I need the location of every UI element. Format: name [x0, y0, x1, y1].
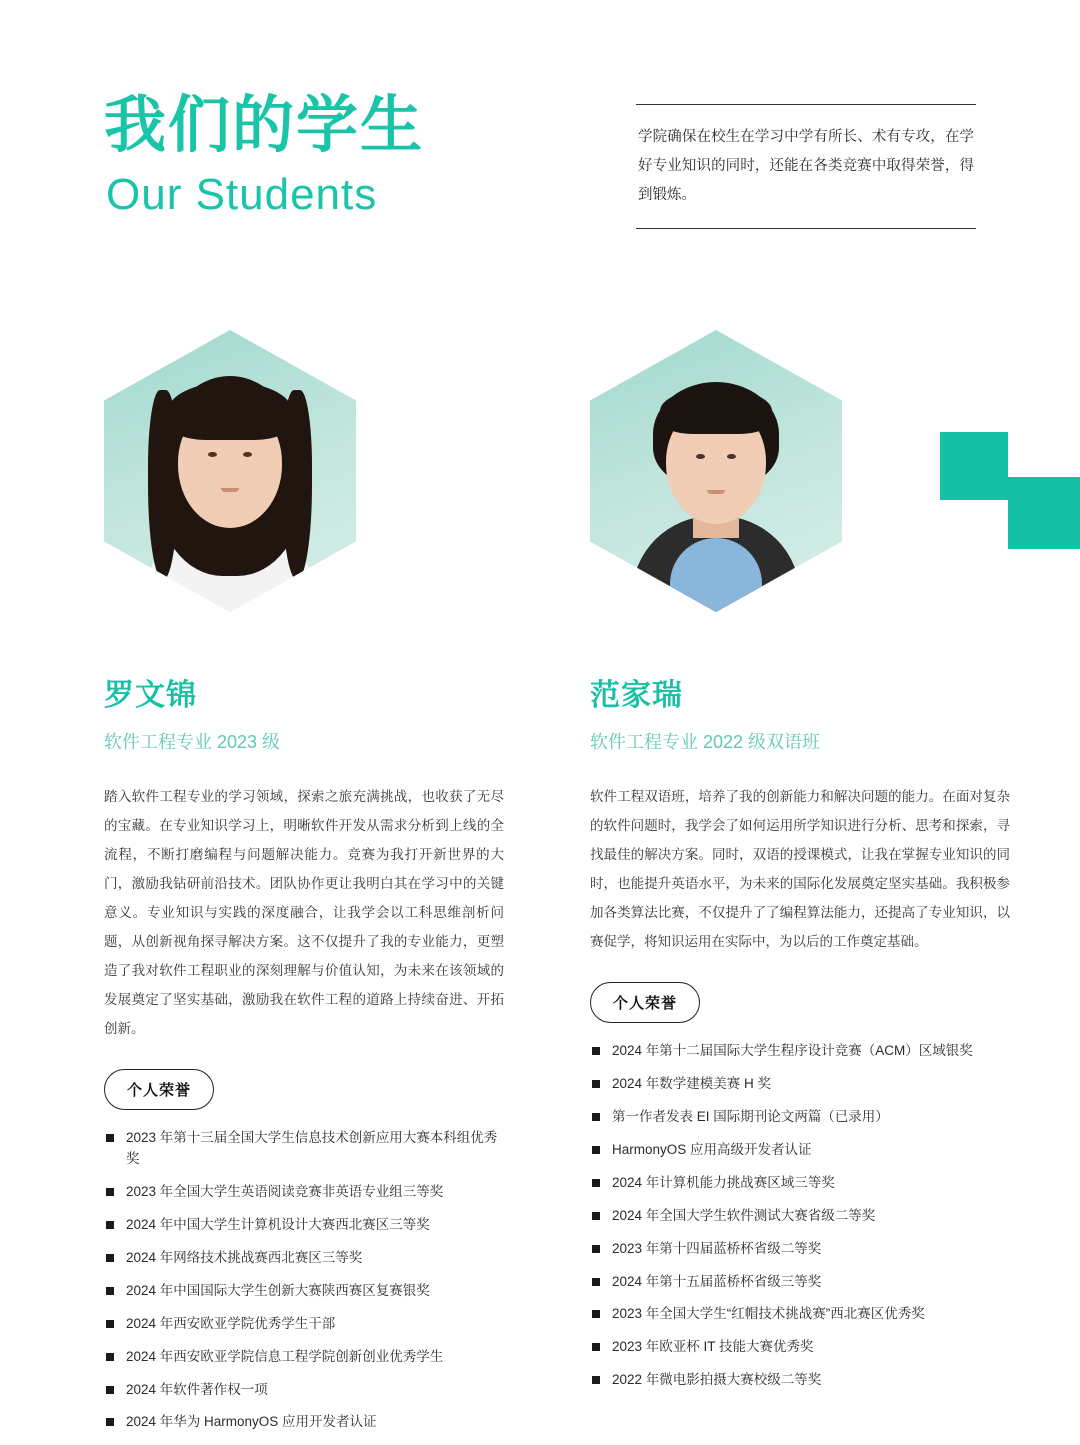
honor-text: HarmonyOS 应用高级开发者认证 [612, 1141, 812, 1157]
honor-text: 2024 年西安欧亚学院优秀学生干部 [126, 1315, 336, 1331]
list-item [590, 1140, 1020, 1161]
honor-label-1: 个人荣誉 [104, 1069, 214, 1110]
page-header [104, 92, 976, 229]
list-item [590, 1304, 1020, 1325]
title-block [104, 92, 544, 223]
honor-text: 2024 年西安欧亚学院信息工程学院创新创业优秀学生 [126, 1348, 444, 1364]
honor-text: 2023 年全国大学生英语阅读竞赛非英语专业组三等奖 [126, 1183, 444, 1199]
honor-list-1 [104, 1128, 504, 1433]
student-card-1 [104, 330, 504, 1445]
page-title-english: Our Students [106, 170, 378, 220]
bullet-icon [106, 1134, 114, 1142]
honor-text: 2024 年第十五届蓝桥杯省级三等奖 [612, 1273, 822, 1289]
list-item [104, 1281, 504, 1302]
honor-label-2: 个人荣誉 [590, 982, 700, 1023]
student-name-1: 罗文锦 [104, 679, 197, 712]
bullet-icon [106, 1386, 114, 1394]
intro-block [636, 104, 976, 229]
bullet-icon [592, 1113, 600, 1121]
honor-text: 2023 年第十三届全国大学生信息技术创新应用大赛本科组优秀奖 [126, 1130, 498, 1167]
bullet-icon [592, 1212, 600, 1220]
bullet-icon [592, 1310, 600, 1318]
students-columns [104, 330, 1010, 1445]
honor-text: 第一作者发表 EI 国际期刊论文两篇（已录用） [612, 1108, 889, 1124]
list-item [104, 1128, 504, 1170]
list-item [590, 1041, 1020, 1062]
bullet-icon [592, 1146, 600, 1154]
bullet-icon [592, 1343, 600, 1351]
decorative-square-lower [1008, 477, 1080, 549]
list-item [104, 1182, 504, 1203]
intro-text: 学院确保在校生在学习中学有所长、术有专攻，在学好专业知识的同时，还能在各类竞赛中取得荣誉，得到锻炼。 [638, 129, 974, 203]
bullet-icon [592, 1179, 600, 1187]
list-item [590, 1272, 1020, 1293]
bullet-icon [592, 1245, 600, 1253]
list-item [590, 1074, 1020, 1095]
bullet-icon [106, 1418, 114, 1426]
bullet-icon [106, 1254, 114, 1262]
honor-text: 2024 年软件著作权一项 [126, 1381, 268, 1397]
list-item [590, 1173, 1020, 1194]
portrait-illustration [104, 330, 356, 612]
student-photo-1 [104, 330, 356, 612]
hexagon-frame-icon [104, 330, 356, 612]
bullet-icon [592, 1278, 600, 1286]
hexagon-frame-icon [590, 330, 842, 612]
honor-text: 2024 年全国大学生软件测试大赛省级二等奖 [612, 1207, 876, 1223]
list-item [590, 1370, 1020, 1391]
list-item [104, 1248, 504, 1269]
honor-text: 2023 年欧亚杯 IT 技能大赛优秀奖 [612, 1339, 814, 1355]
bullet-icon [592, 1047, 600, 1055]
list-item [590, 1206, 1020, 1227]
student-major-2: 软件工程专业 2022 级双语班 [590, 732, 821, 752]
student-major-1: 软件工程专业 2023 级 [104, 732, 281, 752]
bullet-icon [592, 1080, 600, 1088]
honor-list-2 [590, 1041, 973, 1391]
student-photo-2 [590, 330, 842, 612]
student-description-1: 踏入软件工程专业的学习领域，探索之旅充满挑战，也收获了无尽的宝藏。在专业知识学习上，明晰软件开发从需求分析到上线的全流程，不断打磨编程与问题解决能力。竞赛为我打开新世界的大门，激励我钻研前沿技术。团队协作更让我明白其在学习中的关键意义。专业知识与实践的深度融合，让我学会以工科思维剖析问题，从创新视角探寻解决方案。这不仅提升了我的专业能力，更塑造了我对软件工程职业的深刻理解与价值认知，为未来在该领域的发展奠定了坚实基础，激励我在软件工程的道路上持续奋进、开拓创新。 [104, 789, 504, 1037]
honor-text: 2024 年数学建模美赛 H 奖 [612, 1076, 772, 1092]
portrait-illustration [590, 330, 842, 612]
honor-text: 2024 年中国国际大学生创新大赛陕西赛区复赛银奖 [126, 1282, 430, 1298]
honor-text: 2023 年全国大学生“红帽技术挑战赛”西北赛区优秀奖 [612, 1306, 925, 1322]
list-item [590, 1239, 1020, 1260]
list-item [104, 1347, 504, 1368]
honor-text: 2023 年第十四届蓝桥杯省级二等奖 [612, 1240, 822, 1256]
student-card-2 [562, 330, 1010, 1445]
list-item [104, 1412, 504, 1433]
bullet-icon [592, 1376, 600, 1384]
list-item [104, 1380, 504, 1401]
bullet-icon [106, 1320, 114, 1328]
page-title: 我们的学生 [104, 91, 425, 160]
list-item [590, 1107, 1020, 1128]
honor-text: 2024 年华为 HarmonyOS 应用开发者认证 [126, 1414, 377, 1430]
bullet-icon [106, 1221, 114, 1229]
honor-text: 2024 年网络技术挑战赛西北赛区三等奖 [126, 1249, 363, 1265]
honor-text: 2024 年第十二届国际大学生程序设计竞赛（ACM）区域银奖 [612, 1043, 973, 1059]
honor-text: 2022 年微电影拍摄大赛校级二等奖 [612, 1372, 822, 1388]
student-description-2: 软件工程双语班，培养了我的创新能力和解决问题的能力。在面对复杂的软件问题时，我学会了如何运用所学知识进行分析、思考和探索，寻找最佳的解决方案。同时，双语的授课模式，让我在掌握专业知识的同时，也能提升英语水平，为未来的国际化发展奠定坚实基础。我积极参加各类算法比赛，不仅提升了了编程算法能力，还提高了专业知识，以赛促学，将知识运用在实际中，为以后的工作奠定基础。 [590, 789, 1010, 950]
honor-text: 2024 年中国大学生计算机设计大赛西北赛区三等奖 [126, 1216, 430, 1232]
list-item [104, 1314, 504, 1335]
student-name-2: 范家瑞 [590, 679, 683, 712]
list-item [104, 1215, 504, 1236]
list-item [590, 1337, 1020, 1358]
honor-text: 2024 年计算机能力挑战赛区域三等奖 [612, 1174, 835, 1190]
bullet-icon [106, 1188, 114, 1196]
bullet-icon [106, 1353, 114, 1361]
bullet-icon [106, 1287, 114, 1295]
